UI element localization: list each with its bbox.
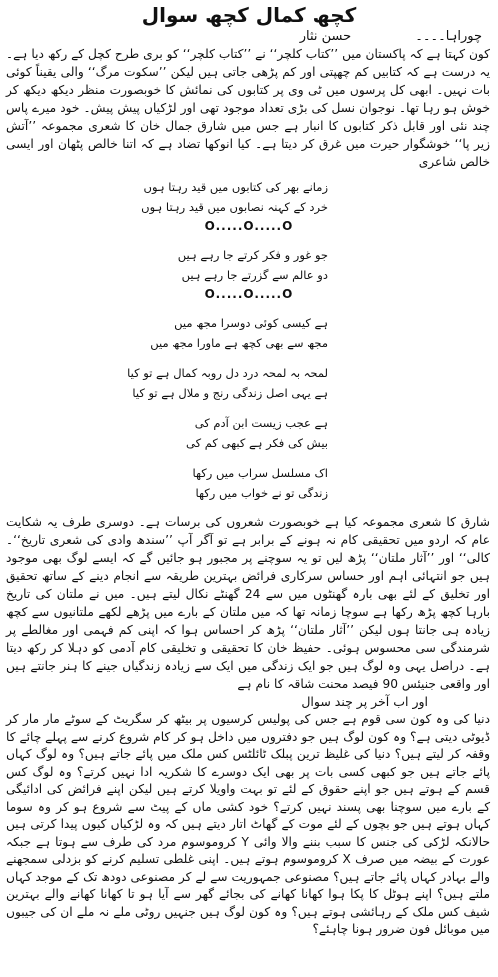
poem-verse: لمحہ بہ لمحہ درد دل روبہ کمال ہے تو کیا <box>127 366 328 380</box>
article-title: کچھ کمال کچھ سوال <box>141 3 357 27</box>
poem-verse: بیش کی فکر ہے کبھی کم کی <box>185 436 328 450</box>
poem-verse: اک مسلسل سراب میں رکھا <box>192 466 328 480</box>
poem-verse: ہے کیسی کوئی دوسرا مجھ میں <box>174 316 328 330</box>
author-name: حسن نثار <box>299 29 352 44</box>
intro-paragraph: کون کہتا ہے کہ پاکستان میں ’’کتاب کلچر‘‘ نے ’’کتاب کلچر‘‘ کو بری طرح کچل کے رکھ دیا ہے۔ یہ درست ہے کہ کتابیں کم چھپتی اور کم پڑھی جاتی ہیں لیکن ’’سکوت مرگ‘‘ والی یقیناً کوئی بات نہیں۔ ابھی کل پرسوں میں ٹی وی پر کتابوں کی نمائش کا خوبصورت منظر دیکھ دیکھ کر خوش ہو رہا تھا۔ نوجوان نسل کی بڑی تعداد موجود تھی اور لڑکیاں پیش پیش۔ خود میرے پاس چند نئی اور قابل ذکر کتابوں کا انبار ہے جس میں شارق جمال خان کا شعری مجموعہ ’’آتش زیر پا‘‘ خوشگوار حیرت میں غرق کر دیتا ہے۔ کیا انوکھا تضاد ہے کہ اتنا خالص پٹھان اور ایسی خالص شاعری <box>6 47 490 169</box>
poem-stanza <box>0 463 498 503</box>
questions-subheading: اور اب آخر پر چند سوال <box>301 694 428 709</box>
poem-stanza <box>0 313 498 353</box>
poem-verse: جو غور و فکر کرتے جا رہے ہیں <box>177 248 328 262</box>
article-page <box>0 2 498 977</box>
poem-verse: خرد کے کہنہ نصابوں میں قید رہتا ہوں <box>141 200 328 214</box>
column-name: چوراہا۔۔۔۔ <box>415 29 482 44</box>
poem-verse: دو عالم سے گزرتے جا رہے ہیں <box>181 268 328 282</box>
poem-verse: ہے یہی اصل زندگی رنج و ملال ہے تو کیا <box>132 386 328 400</box>
poem-stanza <box>0 177 498 235</box>
byline <box>0 28 498 45</box>
poem-verse: زمانے بھر کی کتابوں میں قید رہتا ہوں <box>143 180 328 194</box>
stanza-separator: O.....O.....O <box>204 219 294 233</box>
questions-paragraph: دنیا کی وہ کون سی قوم ہے جس کی پولیس کرسیوں پر بیٹھ کر سگریٹ کے سوٹے مار مار کر ڈیوٹی دیتی ہے؟ وہ کون لوگ ہیں جو دفتروں میں داخل ہو کر کام شروع کرنے سے پہلے چائے کا وقفہ کر لیتے ہیں؟ دنیا کی غلیظ ترین پبلک ٹائلٹس کس ملک میں پائے جاتے ہیں؟ وہ لوگ کہاں پائے جاتے ہیں جو کبھی کسی بات پر بھی ایک دوسرے کا شکریہ ادا نہیں کرتے؟ وہ لوگ کس قسم کے ہوتے ہیں جو اپنے حقوق کے لئے تو بہت واویلا کرتے ہیں لیکن اپنے فرائض کی ادائیگی کے بارے میں سوچنا بھی پسند نہیں کرتے؟ خود کشی ماں کے پیٹ سے شروع ہو کر وہ سوما کہاں ہوتے ہیں جو بچوں کے لئے موت کے گھاٹ اتار دیتے ہیں کہ وہ لڑکیاں کیوں پیدا کرتی ہیں حالانکہ لڑکی کی جنس کا سبب بننے والا وائی Y کروموسوم مرد کی طرف سے ہوتا ہے جبکہ عورت کے بیضہ میں صرف X کروموسوم ہوتے ہیں۔ اپنی غلطی تسلیم کرنے کو بزدلی سمجھنے والے بہادر کہاں پائے جاتے ہیں؟ مصنوعی جمہوریت سے لے کر مصنوعی دودھ تک کے موجد کہاں ملتے ہیں؟ اپنے ہوٹل کا پکا ہوا کھانا کھانے کی بجائے گھر سے آیا ہو تا کھانا کھانے والے بہترین شیف کس ملک کے رہائشی ہوتے ہیں؟ وہ کون لوگ ہیں جنہیں روٹی ملے نہ ملے ان کی جیبوں میں موبائل فون ضرور ہونا چاہئے؟ <box>6 712 490 936</box>
poem-verse: مجھ سے بھی کچھ ہے ماورا مجھ میں <box>150 336 328 350</box>
poem-stanza <box>0 363 498 403</box>
poem-verse: ہے عجب زیست ابن آدم کی <box>194 416 328 430</box>
body-paragraph: شارق کا شعری مجموعہ کیا ہے خوبصورت شعروں کی برسات ہے۔ دوسری طرف یہ شکایت عام کہ اردو میں تحقیقی کام نہ ہونے کے برابر ہے تو آگر آپ ’’سندھ وادی کی شعری تاریخ‘‘۔ کالی‘‘ اور ’’آثار ملتان‘‘ پڑھ لیں تو یہ سوچنے پر مجبور ہو جائیں گے کہ ایسے لوگ بھی موجود ہیں جو انتہائی اہم اور حساس سرکاری فرائض بہترین طریقہ سے انجام دینے کے ساتھ تحقیق اور تخلیق کے لئے بھی بارہ گھنٹوں میں سے 24 گھنٹے نکال لیتے ہیں۔ میں نے ملتان کی تاریخ بارہا کچھ پڑھ رکھا ہے سوچا زمانہ تھا کہ میں ملتان کے بارے میں پڑھے لکھے ملتانیوں سے کچھ زیادہ ہی جانتا ہوں لیکن ’’آثار ملتان‘‘ پڑھ کر احساس ہوا کہ اپنی کم فہمی اور مغالطے پر شرمندگی سی محسوس ہوئی۔ حفیظ خان کا تحقیقی و تخلیقی کام آدمی کو دہلا کر رکھ دیتا ہے۔ دراصل یہی وہ لوگ ہیں جو ایک زندگی میں ایک سے زیادہ زندگیاں جینے کا ہنر جانتے ہیں اور واقعی جنیئس 90 فیصد محنت شاقہ کا نام ہے <box>6 515 490 691</box>
stanza-separator: O.....O.....O <box>204 287 294 301</box>
poem <box>0 177 498 503</box>
poem-stanza <box>0 413 498 453</box>
poem-stanza <box>0 245 498 303</box>
poem-verse: زندگی تو نے خواب میں رکھا <box>195 486 328 500</box>
